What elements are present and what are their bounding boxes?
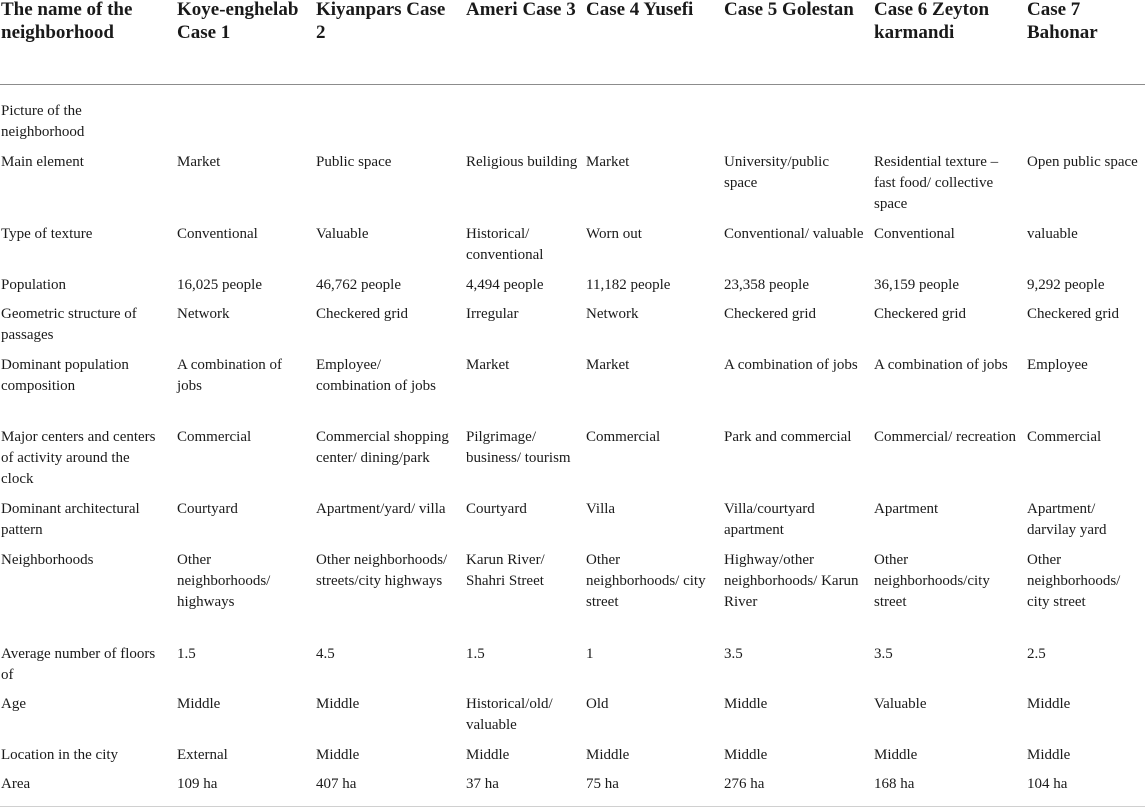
table-cell: Commercial shopping center/ dining/park: [316, 429, 449, 466]
table-cell: Middle: [586, 747, 630, 763]
table-cell: Valuable: [316, 226, 369, 242]
table-cell: External: [177, 747, 228, 763]
table-cell: Commercial: [177, 429, 252, 445]
table-cell: Open public space: [1027, 154, 1138, 170]
table-cell: Religious building: [466, 154, 578, 170]
table-cell: 11,182 people: [586, 277, 671, 293]
table-cell: Commercial: [1027, 429, 1102, 445]
table-cell: Residential texture – fast food/ collective space: [874, 154, 999, 212]
table-cell: Irregular: [466, 306, 519, 322]
table-cell: 2.5: [1027, 646, 1046, 662]
table-cell: Historical/old/ valuable: [466, 696, 553, 733]
table-cell: Checkered grid: [316, 306, 409, 322]
table-cell: Valuable: [874, 696, 927, 712]
table-cell: Historical/ conventional: [466, 226, 544, 263]
table-cell: Courtyard: [177, 501, 238, 517]
table-cell: Checkered grid: [1027, 306, 1120, 322]
table-cell: Villa: [586, 501, 616, 517]
table-cell: Apartment/yard/ villa: [316, 501, 446, 517]
table-cell: Market: [586, 154, 630, 170]
table-cell: Employee: [1027, 357, 1088, 373]
row-label: Age: [1, 696, 26, 712]
table-cell: 37 ha: [466, 776, 499, 792]
table-cell: 168 ha: [874, 776, 915, 792]
table-cell: Middle: [874, 747, 918, 763]
table-cell: 46,762 people: [316, 277, 401, 293]
table-cell: 1.5: [177, 646, 196, 662]
table-cell: Pilgrimage/ business/ tourism: [466, 429, 571, 466]
row-label: Main element: [1, 154, 84, 170]
table-cell: Employee/ combination of jobs: [316, 357, 436, 394]
header-cell: Kiyanpars Case 2: [316, 0, 446, 43]
table-cell: 9,292 people: [1027, 277, 1105, 293]
table-cell: 407 ha: [316, 776, 357, 792]
table-cell: 36,159 people: [874, 277, 959, 293]
table-cell: valuable: [1027, 226, 1078, 242]
row-label: Location in the city: [1, 747, 119, 763]
row-label: Dominant architectural pattern: [1, 501, 140, 538]
header-cell: The name of the neighborhood: [1, 0, 133, 43]
row-label: Area: [1, 776, 31, 792]
table-cell: Park and commercial: [724, 429, 852, 445]
header-cell: Ameri Case 3: [466, 0, 576, 20]
table-cell: Commercial: [586, 429, 661, 445]
table-cell: 109 ha: [177, 776, 218, 792]
table-cell: Other neighborhoods/ city street: [586, 552, 706, 610]
table-cell: Other neighborhoods/ streets/city highways: [316, 552, 448, 589]
table-cell: Highway/other neighborhoods/ Karun River: [724, 552, 859, 610]
table-cell: Other neighborhoods/ highways: [177, 552, 271, 610]
table-cell: Old: [586, 696, 609, 712]
table-cell: Commercial/ recreation: [874, 429, 1017, 445]
table-cell: 1.5: [466, 646, 485, 662]
table-cell: Middle: [316, 696, 360, 712]
table-header: [0, 0, 1145, 85]
table-cell: Market: [177, 154, 221, 170]
row-label: Picture of the neighborhood: [1, 103, 85, 140]
row-label: Dominant population composition: [1, 357, 129, 394]
header-cell: Koye-enghelab Case 1: [177, 0, 299, 43]
table-cell: Middle: [316, 747, 360, 763]
table-cell: 16,025 people: [177, 277, 262, 293]
row-label: Major centers and centers of activity around the clock: [1, 429, 156, 487]
table-cell: Checkered grid: [874, 306, 967, 322]
table-cell: Other neighborhoods/city street: [874, 552, 990, 610]
table-cell: Apartment: [874, 501, 939, 517]
table-cell: Middle: [724, 696, 768, 712]
row-label: Average number of floors of: [1, 646, 156, 683]
table-cell: Apartment/ darvilay yard: [1027, 501, 1107, 538]
table-cell: Courtyard: [466, 501, 527, 517]
table-cell: University/public space: [724, 154, 829, 191]
header-cell: Case 6 Zeyton karmandi: [874, 0, 990, 43]
row-label: Geometric structure of passages: [1, 306, 137, 343]
row-label: Neighborhoods: [1, 552, 94, 568]
table-cell: Market: [466, 357, 510, 373]
table-bottom-rule: [0, 806, 1145, 807]
table-cell: Conventional: [874, 226, 955, 242]
table-cell: Market: [586, 357, 630, 373]
table-cell: 3.5: [724, 646, 743, 662]
table-cell: 75 ha: [586, 776, 619, 792]
table-cell: 4.5: [316, 646, 335, 662]
table-cell: Middle: [1027, 747, 1071, 763]
table-cell: Checkered grid: [724, 306, 817, 322]
table-cell: 3.5: [874, 646, 893, 662]
table-cell: Middle: [466, 747, 510, 763]
table-cell: 104 ha: [1027, 776, 1068, 792]
table-cell: A combination of jobs: [874, 357, 1008, 373]
header-cell: Case 5 Golestan: [724, 0, 854, 20]
table-cell: A combination of jobs: [724, 357, 858, 373]
table-cell: 276 ha: [724, 776, 765, 792]
table-cell: Conventional/ valuable: [724, 226, 864, 242]
table-cell: Middle: [724, 747, 768, 763]
table-cell: Public space: [316, 154, 392, 170]
table-cell: Other neighborhoods/ city street: [1027, 552, 1121, 610]
row-label: Type of texture: [1, 226, 93, 242]
table-cell: Worn out: [586, 226, 642, 242]
row-label: Population: [1, 277, 67, 293]
table-cell: Karun River/ Shahri Street: [466, 552, 545, 589]
table-cell: Middle: [1027, 696, 1071, 712]
table-cell: Villa/courtyard apartment: [724, 501, 815, 538]
table-cell: A combination of jobs: [177, 357, 282, 394]
table-cell: Middle: [177, 696, 221, 712]
table-cell: Conventional: [177, 226, 258, 242]
table-cell: 23,358 people: [724, 277, 809, 293]
table-cell: Network: [177, 306, 230, 322]
table-cell: 4,494 people: [466, 277, 544, 293]
table-cell: Network: [586, 306, 639, 322]
table-cell: 1: [586, 646, 594, 662]
header-cell: Case 7 Bahonar: [1027, 0, 1098, 43]
header-cell: Case 4 Yusefi: [586, 0, 694, 20]
